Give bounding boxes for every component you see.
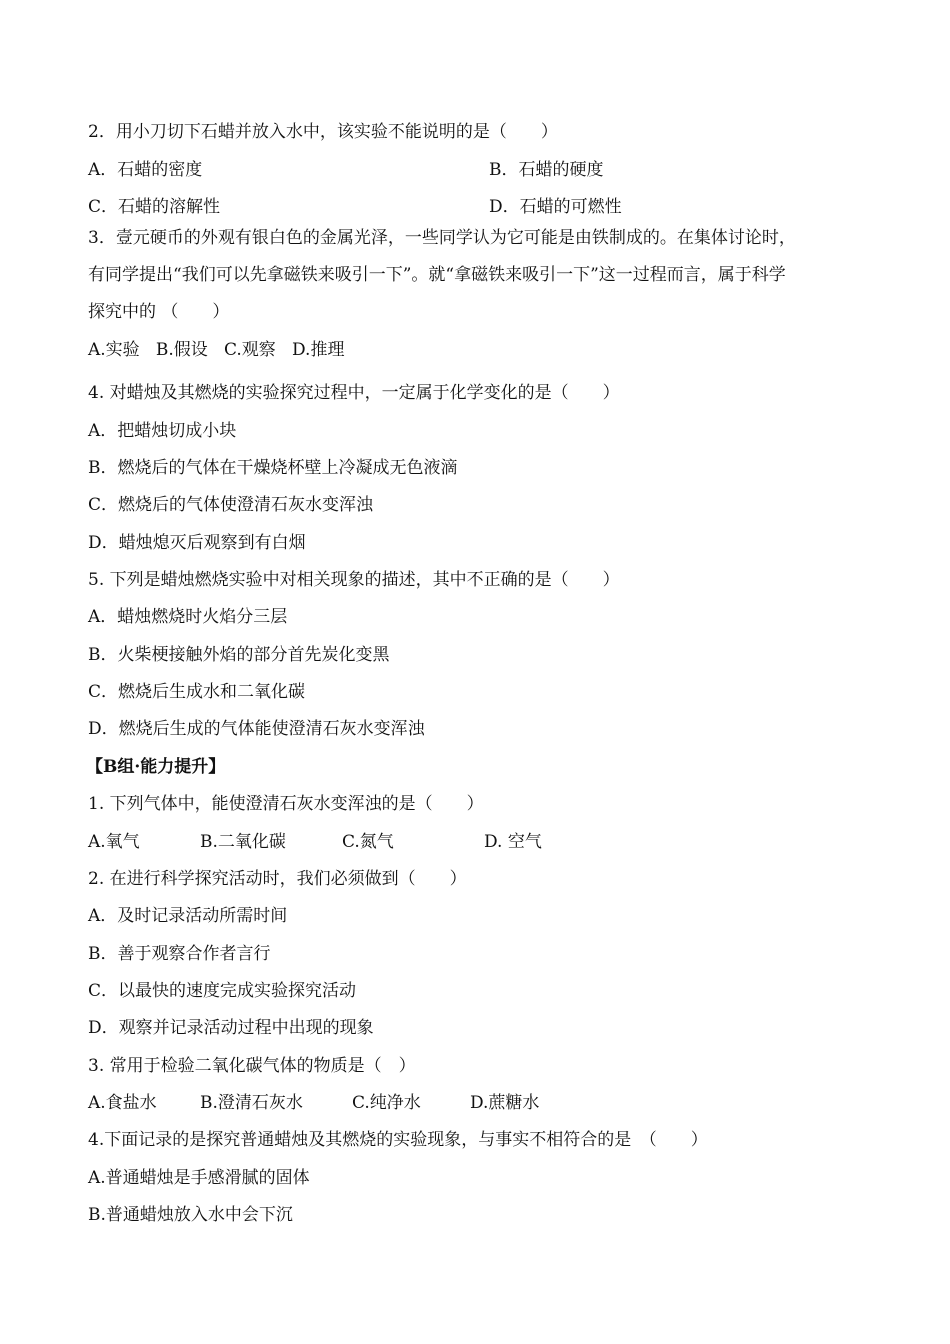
question-5-stem: 5. 下列是蜡烛燃烧实验中对相关现象的描述，其中不正确的是（ ） bbox=[88, 570, 620, 590]
b-question-2-option-b: B．善于观察合作者言行 bbox=[88, 944, 271, 964]
question-4-stem: 4. 对蜡烛及其燃烧的实验探究过程中，一定属于化学变化的是（ ） bbox=[88, 383, 620, 403]
b-question-4-option-b: B.普通蜡烛放入水中会下沉 bbox=[88, 1205, 293, 1225]
question-2-option-b: B．石蜡的硬度 bbox=[489, 160, 604, 180]
b-question-4-option-a: A.普通蜡烛是手感滑腻的固体 bbox=[88, 1168, 310, 1188]
b-question-1-option-a: A.氧气 bbox=[88, 832, 140, 852]
question-3-stem-line-3: 探究中的 （ ） bbox=[88, 302, 230, 322]
b-question-1-option-c: C.氮气 bbox=[342, 832, 394, 852]
question-4-option-d: D．蜡烛熄灭后观察到有白烟 bbox=[88, 533, 306, 553]
question-3-options: A.实验 B.假设 C.观察 D.推理 bbox=[88, 340, 345, 360]
question-2-option-a: A．石蜡的密度 bbox=[88, 160, 203, 180]
question-5-option-a: A．蜡烛燃烧时火焰分三层 bbox=[88, 607, 288, 627]
question-2-stem: 2．用小刀切下石蜡并放入水中，该实验不能说明的是（ ） bbox=[88, 122, 558, 142]
section-b-heading: 【B组·能力提升】 bbox=[86, 757, 226, 777]
b-question-3-option-b: B.澄清石灰水 bbox=[200, 1093, 303, 1113]
b-question-2-stem: 2. 在进行科学探究活动时，我们必须做到（ ） bbox=[88, 869, 467, 889]
b-question-3-option-c: C.纯净水 bbox=[352, 1093, 421, 1113]
question-4-option-a: A．把蜡烛切成小块 bbox=[88, 421, 237, 441]
b-question-4-stem: 4.下面记录的是探究普通蜡烛及其燃烧的实验现象，与事实不相符合的是 （ ） bbox=[88, 1130, 708, 1150]
question-5-option-d: D．燃烧后生成的气体能使澄清石灰水变浑浊 bbox=[88, 719, 425, 739]
question-4-option-b: B．燃烧后的气体在干燥烧杯壁上冷凝成无色液滴 bbox=[88, 458, 458, 478]
b-question-1-stem: 1. 下列气体中，能使澄清石灰水变浑浊的是（ ） bbox=[88, 794, 484, 814]
b-question-3-option-a: A.食盐水 bbox=[88, 1093, 157, 1113]
b-question-1-option-d: D. 空气 bbox=[484, 832, 542, 852]
question-5-option-c: C．燃烧后生成水和二氧化碳 bbox=[88, 682, 306, 702]
question-2-option-d: D．石蜡的可燃性 bbox=[489, 197, 622, 217]
b-question-1-option-b: B.二氧化碳 bbox=[200, 832, 286, 852]
b-question-2-option-a: A．及时记录活动所需时间 bbox=[88, 906, 288, 926]
question-3-stem-line-2: 有同学提出“我们可以先拿磁铁来吸引一下”。就“拿磁铁来吸引一下”这一过程而言，属于科学 bbox=[88, 265, 786, 285]
b-question-2-option-d: D．观察并记录活动过程中出现的现象 bbox=[88, 1018, 374, 1038]
question-2-option-c: C．石蜡的溶解性 bbox=[88, 197, 221, 217]
question-3-stem-line-1: 3．壹元硬币的外观有银白色的金属光泽，一些同学认为它可能是由铁制成的。在集体讨论时， bbox=[88, 228, 796, 248]
b-question-3-option-d: D.蔗糖水 bbox=[470, 1093, 540, 1113]
question-5-option-b: B．火柴梗接触外焰的部分首先炭化变黑 bbox=[88, 645, 390, 665]
question-4-option-c: C．燃烧后的气体使澄清石灰水变浑浊 bbox=[88, 495, 374, 515]
b-question-2-option-c: C．以最快的速度完成实验探究活动 bbox=[88, 981, 357, 1001]
b-question-3-stem: 3. 常用于检验二氧化碳气体的物质是（ ） bbox=[88, 1056, 416, 1076]
